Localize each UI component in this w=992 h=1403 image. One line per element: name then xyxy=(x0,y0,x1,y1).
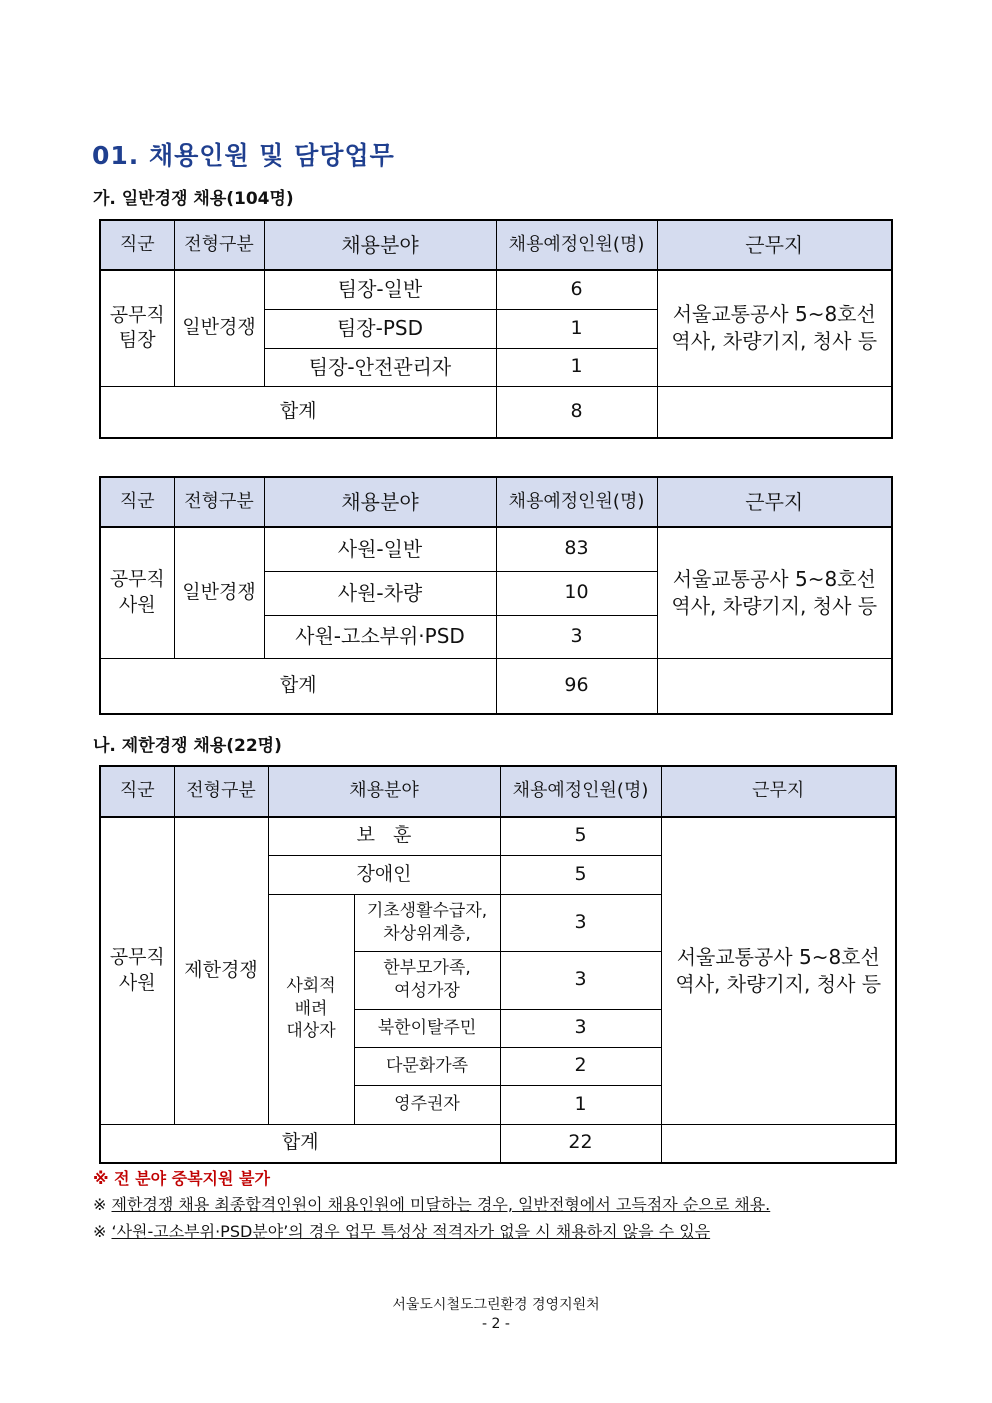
header-group: 직군 xyxy=(100,766,174,817)
field-cell: 보 훈 xyxy=(268,817,500,855)
field-cell: 기초생활수급자, 차상위계층, xyxy=(354,894,500,951)
total-label: 합계 xyxy=(100,658,496,714)
count-cell: 6 xyxy=(496,270,657,309)
total-empty xyxy=(661,1124,896,1163)
header-count: 채용예정인원(명) xyxy=(496,477,657,527)
note-restricted-fill: ※ 제한경쟁 채용 최종합격인원이 채용인원에 미달하는 경우, 일반전형에서 고득점자 순으로 채용. xyxy=(93,1195,771,1214)
header-location: 근무지 xyxy=(657,477,892,527)
group-cell: 공무직 사원 xyxy=(100,527,174,658)
total-value: 96 xyxy=(496,658,657,714)
total-empty xyxy=(657,386,892,438)
header-type: 전형구분 xyxy=(174,477,264,527)
header-field: 채용분야 xyxy=(264,220,496,270)
field-cell: 한부모가족, 여성가장 xyxy=(354,951,500,1009)
location-cell: 서울교통공사 5~8호선 역사, 차량기지, 청사 등 xyxy=(657,527,892,658)
field-cell: 사원-차량 xyxy=(264,571,496,615)
table-general-leader xyxy=(99,219,893,439)
count-cell: 5 xyxy=(500,855,661,894)
type-cell: 일반경쟁 xyxy=(174,527,264,658)
count-cell: 2 xyxy=(500,1047,661,1085)
count-cell: 3 xyxy=(500,894,661,951)
total-value: 22 xyxy=(500,1124,661,1163)
section-restricted-heading: 나. 제한경쟁 채용(22명) xyxy=(93,736,282,756)
table-general-staff xyxy=(99,476,893,715)
header-count: 채용예정인원(명) xyxy=(496,220,657,270)
total-empty xyxy=(657,658,892,714)
count-cell: 10 xyxy=(496,571,657,615)
header-type: 전형구분 xyxy=(174,766,268,817)
group-cell: 공무직 팀장 xyxy=(100,270,174,386)
section-general-heading: 가. 일반경쟁 채용(104명) xyxy=(93,189,294,209)
header-field: 채용분야 xyxy=(268,766,500,817)
table-restricted-staff xyxy=(99,765,897,1164)
header-type: 전형구분 xyxy=(174,220,264,270)
type-cell: 제한경쟁 xyxy=(174,817,268,1124)
total-label: 합계 xyxy=(100,1124,500,1163)
count-cell: 1 xyxy=(496,309,657,348)
location-cell: 서울교통공사 5~8호선 역사, 차량기지, 청사 등 xyxy=(657,270,892,386)
page-title: 01. 채용인원 및 담당업무 xyxy=(92,141,395,170)
note-no-duplicate: ※ 전 분야 중복지원 불가 xyxy=(93,1169,270,1188)
count-cell: 3 xyxy=(500,951,661,1009)
header-count: 채용예정인원(명) xyxy=(500,766,661,817)
field-cell: 사원-고소부위·PSD xyxy=(264,615,496,658)
header-location: 근무지 xyxy=(657,220,892,270)
header-location: 근무지 xyxy=(661,766,896,817)
count-cell: 1 xyxy=(500,1085,661,1124)
count-cell: 3 xyxy=(500,1009,661,1047)
field-cell: 장애인 xyxy=(268,855,500,894)
total-value: 8 xyxy=(496,386,657,438)
field-cell: 영주권자 xyxy=(354,1085,500,1124)
field-cell: 다문화가족 xyxy=(354,1047,500,1085)
field-cell: 팀장-일반 xyxy=(264,270,496,309)
field-cell: 팀장-안전관리자 xyxy=(264,348,496,386)
note-psd: ※ ‘사원-고소부위·PSD분야’의 경우 업무 특성상 적격자가 없을 시 채용하지 않을 수 있음 xyxy=(93,1222,711,1241)
count-cell: 5 xyxy=(500,817,661,855)
header-group: 직군 xyxy=(100,477,174,527)
count-cell: 1 xyxy=(496,348,657,386)
count-cell: 83 xyxy=(496,527,657,571)
header-field: 채용분야 xyxy=(264,477,496,527)
field-cell: 사원-일반 xyxy=(264,527,496,571)
type-cell: 일반경쟁 xyxy=(174,270,264,386)
location-cell: 서울교통공사 5~8호선 역사, 차량기지, 청사 등 xyxy=(661,817,896,1124)
group-cell: 공무직 사원 xyxy=(100,817,174,1124)
field-cell: 북한이탈주민 xyxy=(354,1009,500,1047)
page-number: - 2 - xyxy=(482,1316,510,1332)
field-cell: 팀장-PSD xyxy=(264,309,496,348)
total-label: 합계 xyxy=(100,386,496,438)
social-group-cell: 사회적 배려 대상자 xyxy=(268,894,354,1124)
footer-org: 서울도시철도그린환경 경영지원처 xyxy=(392,1297,600,1313)
header-group: 직군 xyxy=(100,220,174,270)
count-cell: 3 xyxy=(496,615,657,658)
